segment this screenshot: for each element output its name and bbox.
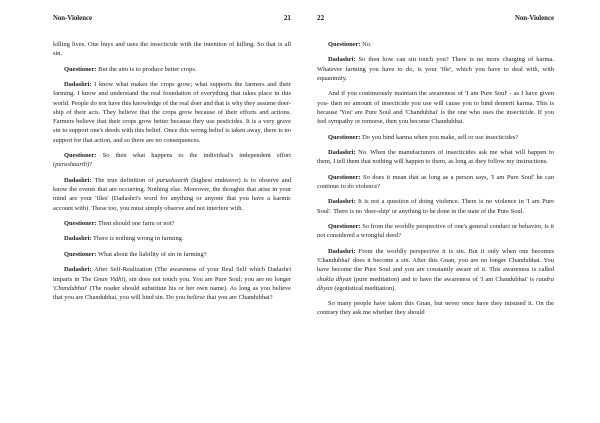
paragraph — [317, 247, 554, 293]
paragraph — [53, 250, 291, 259]
italic-term: purushaarth — [156, 176, 189, 184]
paragraph-text: Then should one farm or not? — [96, 219, 175, 227]
paragraph — [53, 40, 291, 59]
speaker-label: Dadashri: — [328, 149, 356, 156]
paragraph-text: killing lives. One buys and uses the insecticide with the intention of killing. So that is all sin. — [53, 41, 291, 58]
italic-term: purushaarth — [55, 161, 87, 169]
paragraph-text: The true definition of — [91, 176, 157, 184]
italic-term: shukla dhyan — [317, 275, 352, 283]
paragraph-text: But the aim is to produce better crops. — [96, 65, 197, 73]
speaker-label: Questioner: — [64, 250, 97, 258]
paragraph — [317, 299, 554, 318]
paragraph-text: So then what happens to the individual's independent effort ( — [53, 152, 291, 169]
paragraph-text: )? — [87, 161, 93, 169]
speaker-label: Dadashri: — [328, 56, 356, 64]
paragraph — [317, 148, 554, 167]
paragraph-text: So then how can sin touch you? There is no more charging of karma. Whatever farming you have to do, is your 'file', which you have to deal with, with equanimity. — [317, 56, 554, 82]
italic-term: Chandubhai — [54, 284, 87, 292]
speaker-label: Questioner: — [328, 133, 361, 141]
speaker-label: Dadashri: — [64, 266, 92, 274]
paragraph-text: What about the liability of sin in farming? — [96, 250, 207, 258]
paragraph-text: And if you continuously maintain the awareness of 'I am Pure Soul' - as I have given you- then no amount of insecticide you use will cause you to bind demerit karma. This is because 'You' are Pure Soul and 'Chandubhai' is the one who uses the insecticide. If you feel sympathy or remorse, then you become Chandubhai. — [317, 90, 554, 126]
paragraph-text: ' (The reader should substitute his or her own name). As long as you believe that you are Chandubhai, you will bind sin. Do you — [53, 284, 291, 301]
paragraph — [53, 176, 291, 213]
paragraph-text: It is not a question of doing violence. There is no violence in 'I am Pure Soul'. There is no 'doer-ship' or anything to be done in the state of the Pure Soul. — [317, 198, 554, 215]
speaker-label: Questioner: — [328, 223, 361, 231]
paragraph — [317, 222, 554, 241]
paragraph — [53, 65, 291, 74]
right-page-body — [317, 40, 554, 318]
paragraph-text: I know what makes the crops grow; what supports the farmers and their farming. I know and understand the real foundation of everything that takes place in this world. People do not have this knowledge of the real doer and that is why they assume doer-ship of their acts. They believe that the crops grow because of their efforts and actions. Farmers believe that their crops grow better because they use pesticides. It is a very grave sin to support one's deeds with this belief. Once this wrong belief is taken away, there is no support for that action, and so there are no consequences. — [53, 81, 291, 144]
paragraph — [53, 219, 291, 228]
paragraph-text: No. When the manufacturers of insecticides ask me what will happen to them, I tell them that nothing will happen to them, as long as they follow my instructions. — [317, 149, 554, 166]
paragraph-text: Do you bind karma when you make, sell or use insecticides? — [360, 133, 519, 141]
paragraph-text: There is nothing wrong in farming. — [91, 235, 184, 243]
paragraph — [53, 80, 291, 145]
italic-term: Gnan Vidhi — [93, 275, 124, 283]
speaker-label: Questioner: — [64, 65, 97, 73]
left-page-header — [53, 14, 291, 24]
left-page-number: 21 — [283, 14, 291, 22]
paragraph — [53, 151, 291, 170]
speaker-label: Dadashri: — [64, 235, 92, 243]
speaker-label: Questioner: — [64, 219, 97, 227]
paragraph-text: From the worldly perspective it is sin. But it only when one becomes 'Chandubhai' does it become a sin. After this Gnan, you are no longer Chandubhai. You have become the Pure Soul and you are constantly aware of it. This awareness is called — [317, 247, 554, 274]
paragraph-text: So from the worldly perspective of one's general conduct or behavior, is it not considered a wrongful deed? — [317, 223, 554, 240]
paragraph-text: No. — [360, 41, 372, 48]
left-header-title: Non-Violence — [53, 15, 93, 22]
paragraph — [317, 133, 554, 142]
paragraph — [317, 55, 554, 83]
paragraph — [317, 173, 554, 192]
speaker-label: Questioner: — [64, 152, 97, 160]
paragraph — [317, 89, 554, 126]
paragraph-text: (highest endeavor) is to observe and know the events that are occurring. Nothing else. Moreover, the thoughts that arise in your mind are your 'files' (Dadashri's word for anything or anyone that you have a karmic account with). These too, you must simply observe and not interfere with. — [53, 176, 292, 212]
speaker-label: Dadashri: — [328, 198, 356, 206]
italic-term: believe — [186, 294, 205, 301]
right-page — [317, 14, 554, 324]
paragraph-text: (pure meditation) and to have the awareness of 'I am Chandubhai' is — [351, 275, 537, 283]
paragraph-text: After Self-Realization (The awareness of your Real Self which Dadashri imparts in The — [53, 266, 291, 283]
left-page — [53, 14, 291, 308]
paragraph — [53, 234, 291, 243]
left-page-body — [53, 40, 291, 302]
paragraph-text: So many people have taken this Gnan, but never once have they misused it. On the contrary they ask me whether they should — [317, 300, 554, 317]
speaker-label: Questioner: — [328, 173, 361, 181]
paragraph-text: that you are Chandubhai? — [204, 294, 273, 301]
speaker-label: Dadashri: — [328, 247, 356, 255]
paragraph — [53, 265, 291, 302]
paragraph — [317, 40, 554, 49]
speaker-label: Dadashri: — [64, 176, 92, 184]
paragraph-text: (egotistical meditation). — [332, 284, 396, 292]
speaker-label: Questioner: — [328, 41, 361, 48]
right-page-header — [317, 14, 554, 24]
italic-term: raudra dhyan — [317, 275, 555, 292]
right-page-number: 22 — [317, 14, 325, 22]
paragraph — [317, 197, 554, 216]
speaker-label: Dadashri: — [64, 81, 92, 89]
right-header-title: Non-Violence — [514, 15, 554, 22]
paragraph-text: So does it mean that as long as a person says, 'I am Pure Soul' he can continue to do violence? — [317, 173, 554, 190]
paragraph-text: ), sin does not touch you. You are Pure Soul; you are no longer ' — [53, 275, 291, 292]
